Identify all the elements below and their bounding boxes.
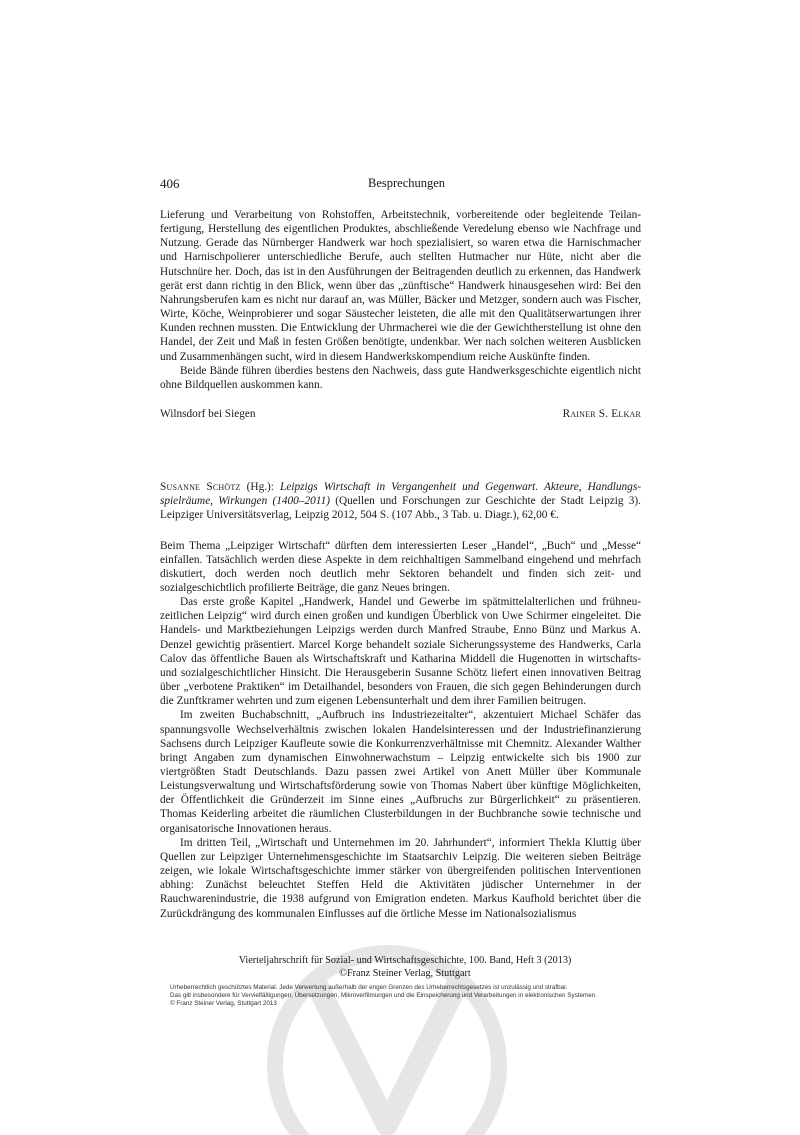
review2-body <box>160 539 641 921</box>
page-content <box>160 176 641 921</box>
review-schoetz <box>160 480 641 921</box>
publisher-copyright: ©Franz Steiner Verlag, Stuttgart <box>339 967 471 979</box>
review2-paragraph-2: Das erste große Kapitel „Handwerk, Handel und Gewerbe im spätmittelalterlichen und frühneuzeitlichen Leipzig“ wird durch einen großen und kundigen Überblick von Uwe Schirmer eingeleitet. Die Handels- und Marktbeziehungen Leipzigs werden durch Manfred Straube, Enno Bünz und Markus A. Denzel gewichtig präsentiert. Marcel Korge behandelt soziale Sicherungssysteme des Handwerks, Carla Calov das öffentliche Bauen als Wirtschaftskraft und Katharina Middell die Hugenotten in wirtschafts- und sozialgeschichtlicher Hinsicht. Die Herausgeberin Susanne Schötz liefert einen innovativen Beitrag über „verbotene Praktiken“ im Detailhandel, besonders von Frauen, die sich gegen Behinderungen durch die Zunftkramer wehrten und zum eigenen Lebensunterhalt und dem ihrer Familien beitrugen. <box>160 596 641 708</box>
book-title: Leipzigs Wirtschaft in Vergangenheit und Gegenwart. Akteure, Handlungsspielräume, Wirkungen (1400–2011) <box>160 481 641 508</box>
legal-line-1: Urheberrechtlich geschütztes Material. Jede Verwertung außerhalb der engen Grenzen des Urheberrechtsgesetzes ist unzulässig und strafbar. <box>170 984 568 991</box>
page-footer <box>170 955 640 1008</box>
page-number: 406 <box>160 176 180 191</box>
legal-line-3: © Franz Steiner Verlag, Stuttgart 2013 <box>170 1000 277 1007</box>
reviewer-name: Rainer S. Elkar <box>562 408 641 421</box>
running-head: Besprechungen <box>368 176 446 190</box>
review1-paragraph-1: Lieferung und Verarbeitung von Rohstoffen, Arbeitstechnik, vorbereitende oder begleitende Teilanfertigung, Herstellung des eigentlichen Produktes, abschließende Veredelung ebenso wie Nachfrage und Nutzung. Gerade das Nürnberger Handwerk war hoch spezialisiert, so waren etwa die Harnischmacher und Harnischpolierer unterschiedliche Berufe, auch stellten Hutmacher nur Hüte, nicht aber die Hutschnüre her. Doch, das ist in den Ausführungen der Beitragenden deutlich zu erkennen, das Handwerk gerät erst dann richtig in den Blick, wenn über das „zünftische“ Handwerk hinausgesehen wird: Bei den Nahrungsberufen kam es nicht nur darauf an, was Müller, Bäcker und Metzger, sondern auch was Fischer, Wirte, Köche, Weinprobierer und sogar Säustecher leisteten, die alle mit den Qualitätserwartungen ihrer Kunden rechnen mussten. Die Entwicklung der Uhrmacherei wie die der Gewichtherstellung ist ohne den Handel, der Zeit und Maß in festen Größen benötigte, undenkbar. Wer nach solchen weiteren Ausblicken und Zusammenhängen sucht, wird in diesem Handwerkskompendium reiche Auskünfte finden. <box>160 209 641 363</box>
legal-notice <box>170 984 640 1008</box>
bibliographic-entry <box>160 480 641 522</box>
review1-paragraph-2: Beide Bände führen überdies bestens den Nachweis, dass gute Handwerksgeschichte eigentlich nicht ohne Bildquellen auskommen kann. <box>160 364 641 391</box>
book-publication-details: (Quellen und Forschungen zur Geschichte der Stadt Leipzig 3). Leipziger Universitätsverlag, Leipzig 2012, 504 S. (107 Abb., 3 Tab. u. Diagr.), 62,00 €. <box>160 495 641 522</box>
book-author: Susanne Schötz <box>160 481 241 494</box>
reviewer-place: Wilnsdorf bei Siegen <box>160 408 256 421</box>
editor-mark: (Hg.): <box>240 481 281 494</box>
review2-paragraph-4: Im dritten Teil, „Wirtschaft und Unternehmen im 20. Jahrhundert“, informiert Thekla Kluttig über Quellen zur Leipziger Unternehmensgeschichte im Staatsarchiv Leipzig. Die weiteren sieben Beiträge zeigen, wie lokale Wirtschaftsgeschichte immer stärker von übergreifenden politischen Interventionen abhing: Zunächst beleuchtet Steffen Held die Aktivitäten jüdischer Unternehmer in der Rauchwarenindustrie, die 1938 aufgrund von Emigration endeten. Markus Kaufhold berichtet über die Zurückdrängung des kommunalen Einflusses auf die örtliche Messe im Nationalsozialismus <box>160 836 641 920</box>
review2-paragraph-3: Im zweiten Buchabschnitt, „Aufbruch ins Industriezeitalter“, akzentuiert Michael Schäfer das spannungsvolle Wechselverhältnis zwischen lokalen Handelsinteressen und der Industriefinanzierung Sachsens durch Leipziger Kaufleute sowie die Konkurrenzverhältnisse mit Chemnitz. Alexander Walther bringt Angaben zum dynamischen Einwohnerwachstum – Leipzig entwickelte sich bis 1900 zur viertgrößten Stadt Deutschlands. Dazu passen zwei Artikel von Anett Müller über Kommunale Leistungsverwaltung und Wirtschaftsförderung sowie von Thomas Nabert über künftige Möglichkeiten, der Öffentlichkeit die Gründerzeit im Sinne eines „Aufbruchs zur Bürgerlichkeit“ zu präsentieren. Thomas Keiderling arbeitet die räumlichen Clusterbildungen in der Buchbranche sowie technische und organisatorische Innovationen heraus. <box>160 709 641 835</box>
legal-line-2: Das gilt insbesondere für Vervielfältigungen, Übersetzungen, Mikroverfilmungen und die Einspeicherung und Verarbeitungen in elektronischen Systemen. <box>170 992 598 999</box>
journal-citation: Vierteljahrschrift für Sozial- und Wirtschaftsgeschichte, 100. Band, Heft 3 (2013) <box>238 955 572 966</box>
page-header <box>160 176 641 192</box>
review1-signature <box>160 408 641 420</box>
review2-paragraph-1: Beim Thema „Leipziger Wirtschaft“ dürften dem interessierten Leser „Handel“, „Buch“ und „Messe“ einfallen. Tatsächlich werden diese Aspekte in dem reichhaltigen Sammelband eingehend und mehrfach diskutiert, doch werden noch deutlich mehr Sektoren behandelt und finden sich zeit- und sozialgeschichtlich profilierte Beiträge, die ganz Neues bringen. <box>160 539 641 594</box>
review-continued <box>160 208 641 420</box>
